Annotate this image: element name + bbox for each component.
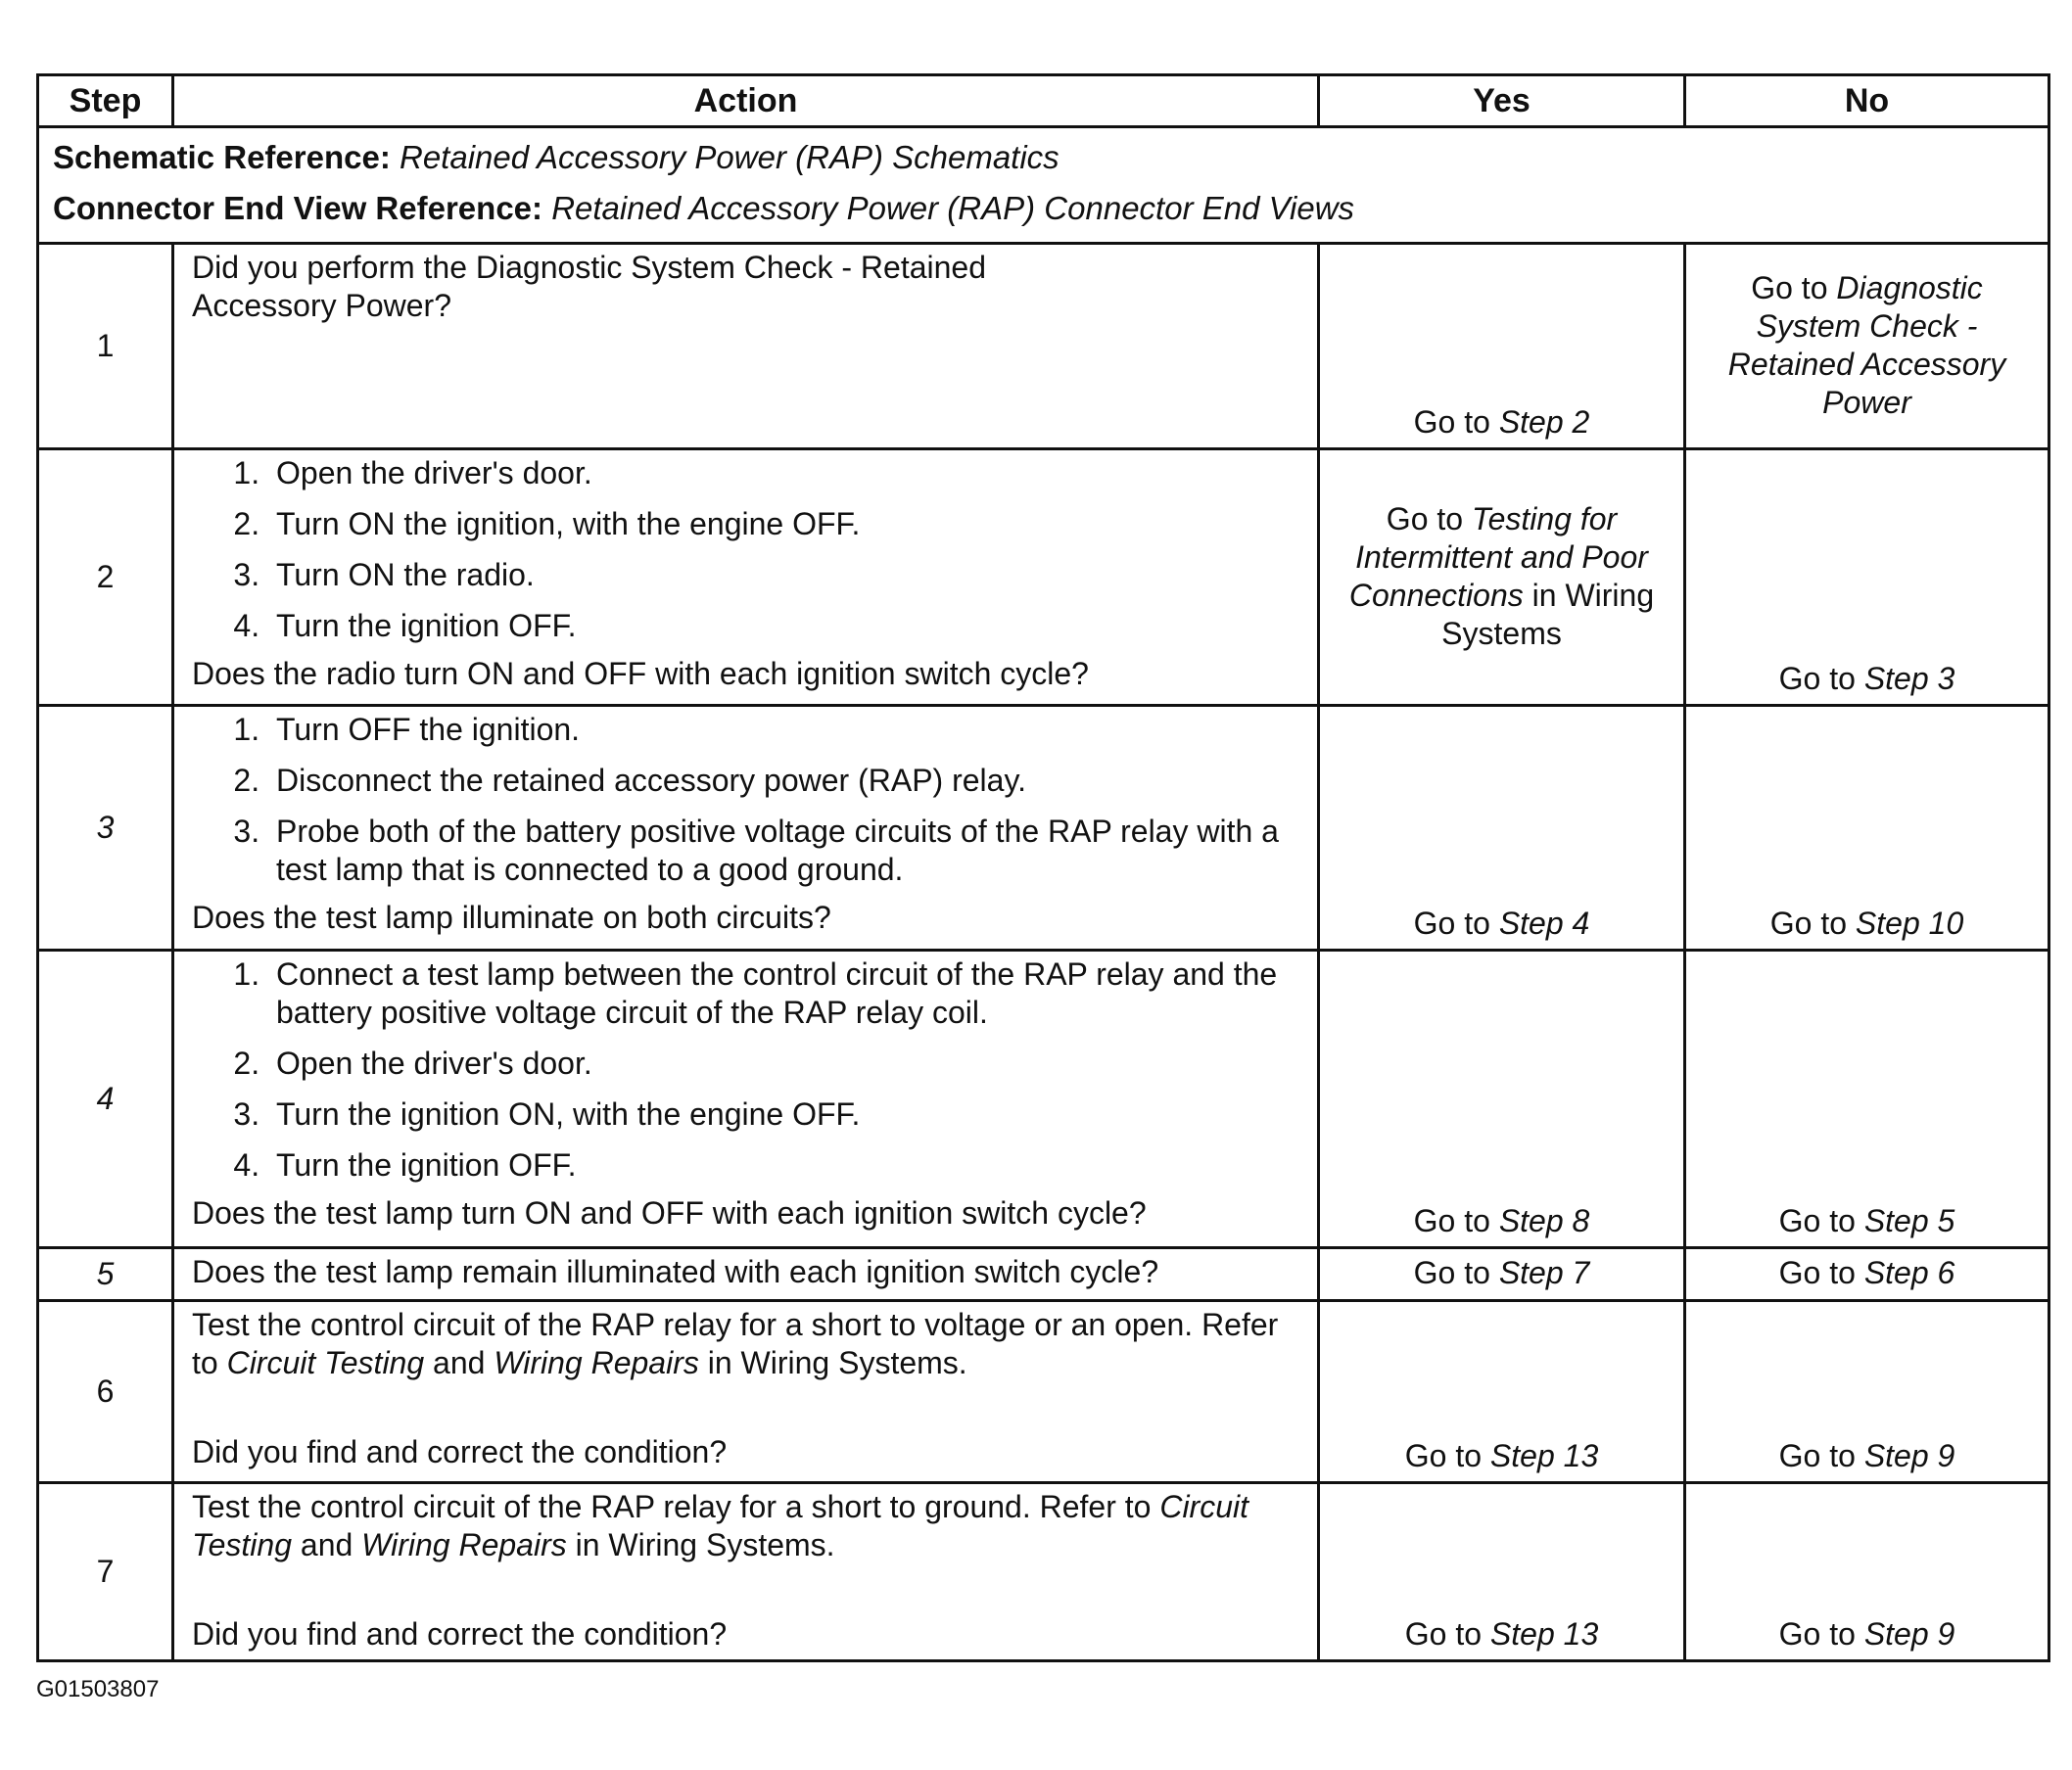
reference-cell [38, 127, 2049, 244]
yes-link[interactable]: Step 13 [1489, 1616, 1599, 1652]
yes-link[interactable]: Testing for Intermittent and Poor Connections [1348, 500, 1648, 613]
step-number: 4 [38, 951, 173, 1248]
list-item: 3. Turn ON the radio. [268, 556, 1299, 594]
action-cell [173, 1483, 1319, 1661]
table-row [38, 1248, 2049, 1301]
no-link[interactable]: Step 10 [1855, 906, 1964, 941]
list-item: 2. Open the driver's door. [268, 1045, 1299, 1083]
no-cell [1685, 706, 2049, 951]
yes-suffix: in Wiring Systems [1441, 577, 1655, 651]
yes-link[interactable]: Step 4 [1498, 906, 1590, 941]
step-number: 5 [38, 1248, 173, 1301]
list-item: 3. Turn the ignition ON, with the engine OFF. [268, 1095, 1299, 1134]
yes-cell [1319, 244, 1685, 449]
step-number: 1 [38, 244, 173, 449]
step-number: 3 [38, 706, 173, 951]
header-row [38, 75, 2049, 127]
yes-cell [1319, 951, 1685, 1248]
no-cell [1685, 951, 2049, 1248]
table-row [38, 706, 2049, 951]
action-question: Did you find and correct the condition? [192, 1434, 728, 1469]
action-text-part: in Wiring Systems. [575, 1527, 835, 1562]
no-cell [1685, 1483, 2049, 1661]
header-no: No [1685, 75, 2049, 127]
no-link[interactable]: Step 9 [1863, 1616, 1955, 1652]
list-item: 4. Turn the ignition OFF. [268, 1146, 1299, 1185]
no-cell [1685, 1248, 2049, 1301]
goto-text: Go to [1404, 1616, 1483, 1652]
action-cell [173, 1301, 1319, 1483]
schematic-reference-label: Schematic Reference: [53, 139, 391, 175]
header-action: Action [173, 75, 1319, 127]
wiring-repairs-link[interactable]: Wiring Repairs [361, 1527, 567, 1562]
action-cell [173, 449, 1319, 706]
list-item: 4. Turn the ignition OFF. [268, 607, 1299, 645]
step-number: 7 [38, 1483, 173, 1661]
action-text: Did you perform the Diagnostic System Check - Retained Accessory Power? [192, 250, 987, 323]
no-link[interactable]: Diagnostic System Check - Retained Accessory Power [1727, 269, 2006, 420]
action-question: Does the test lamp remain illuminated with each ignition switch cycle? [192, 1254, 1159, 1289]
no-link[interactable]: Step 5 [1863, 1203, 1955, 1238]
goto-text: Go to [1778, 661, 1856, 696]
action-text-part: and [433, 1345, 486, 1380]
header-yes: Yes [1319, 75, 1685, 127]
no-link[interactable]: Step 3 [1863, 661, 1955, 696]
yes-cell [1319, 1248, 1685, 1301]
reference-row [38, 127, 2049, 244]
goto-text: Go to [1413, 1203, 1490, 1238]
yes-link[interactable]: Step 2 [1498, 404, 1590, 440]
no-link[interactable]: Step 9 [1863, 1438, 1955, 1473]
schematic-reference-link[interactable]: Retained Accessory Power (RAP) Schematics [400, 139, 1060, 175]
action-text [192, 1306, 1299, 1382]
wiring-repairs-link[interactable]: Wiring Repairs [494, 1345, 699, 1380]
goto-text: Go to [1769, 906, 1848, 941]
table-row [38, 449, 2049, 706]
connector-reference-link[interactable]: Retained Accessory Power (RAP) Connector End Views [551, 190, 1355, 226]
goto-text: Go to [1751, 269, 1828, 305]
no-cell [1685, 244, 2049, 449]
yes-cell [1319, 449, 1685, 706]
goto-text: Go to [1404, 1438, 1483, 1473]
action-cell [173, 1248, 1319, 1301]
yes-link[interactable]: Step 7 [1498, 1255, 1590, 1290]
list-item: 2. Turn ON the ignition, with the engine OFF. [268, 505, 1299, 543]
action-text-part: in Wiring Systems. [707, 1345, 967, 1380]
yes-cell [1319, 1301, 1685, 1483]
connector-reference-label: Connector End View Reference: [53, 190, 543, 226]
action-steps-list [192, 711, 1299, 889]
diagnostic-table [36, 73, 2050, 1662]
yes-cell [1319, 706, 1685, 951]
list-item: 1. Turn OFF the ignition. [268, 711, 1299, 749]
goto-text: Go to [1413, 906, 1490, 941]
table-row [38, 244, 2049, 449]
goto-text: Go to [1778, 1616, 1856, 1652]
list-item: 3. Probe both of the battery positive voltage circuits of the RAP relay with a test lamp that is connected to a good ground. [268, 813, 1299, 889]
goto-text: Go to [1778, 1203, 1856, 1238]
no-link[interactable]: Step 6 [1863, 1255, 1955, 1290]
schematic-reference [53, 132, 2034, 183]
yes-link[interactable]: Step 8 [1498, 1203, 1590, 1238]
table-row [38, 1483, 2049, 1661]
yes-cell [1319, 1483, 1685, 1661]
list-item: 1. Connect a test lamp between the control circuit of the RAP relay and the battery positive voltage circuit of the RAP relay coil. [268, 955, 1299, 1032]
step-number: 6 [38, 1301, 173, 1483]
goto-text: Go to [1386, 500, 1464, 536]
goto-text: Go to [1778, 1255, 1856, 1290]
action-steps-list [192, 454, 1299, 645]
action-text [192, 1488, 1299, 1564]
action-text-part: and [300, 1527, 353, 1562]
header-step: Step [38, 75, 173, 127]
figure-id: G01503807 [36, 1676, 160, 1702]
action-question: Did you find and correct the condition? [192, 1616, 728, 1652]
list-item: 2. Disconnect the retained accessory power (RAP) relay. [268, 762, 1299, 800]
action-question: Does the test lamp turn ON and OFF with each ignition switch cycle? [192, 1195, 1147, 1231]
step-number: 2 [38, 449, 173, 706]
action-text-part: Test the control circuit of the RAP relay for a short to ground. Refer to [192, 1489, 1152, 1524]
no-cell [1685, 1301, 2049, 1483]
yes-link[interactable]: Step 13 [1489, 1438, 1599, 1473]
goto-text: Go to [1413, 1255, 1490, 1290]
table-row [38, 951, 2049, 1248]
action-question: Does the test lamp illuminate on both circuits? [192, 900, 831, 935]
goto-text: Go to [1413, 404, 1490, 440]
table-row [38, 1301, 2049, 1483]
list-item: 1. Open the driver's door. [268, 454, 1299, 492]
connector-reference [53, 183, 2034, 234]
circuit-testing-link[interactable]: Circuit Testing [192, 1489, 1248, 1562]
action-steps-list [192, 955, 1299, 1185]
no-cell [1685, 449, 2049, 706]
action-cell [173, 951, 1319, 1248]
goto-text: Go to [1778, 1438, 1856, 1473]
action-cell [173, 244, 1319, 449]
action-question: Does the radio turn ON and OFF with each ignition switch cycle? [192, 656, 1089, 691]
circuit-testing-link[interactable]: Circuit Testing [226, 1345, 425, 1380]
action-text-part: Test the control circuit of the RAP relay for a short to voltage or an open. Refer to [192, 1307, 1279, 1380]
action-cell [173, 706, 1319, 951]
